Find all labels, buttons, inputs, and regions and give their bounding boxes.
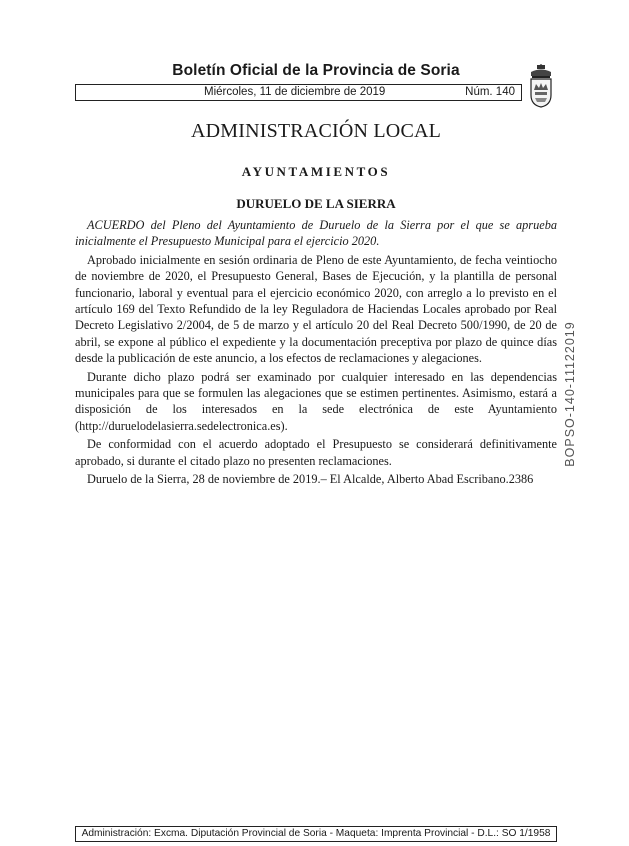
issue-date: Miércoles, 11 de diciembre de 2019 — [204, 86, 386, 98]
announcement-paragraph: De conformidad con el acuerdo adoptado el Presupuesto se considerará definitivamente aprobado, si durante el citado plazo no presenten reclamaciones. — [75, 437, 557, 468]
coat-of-arms-icon — [528, 64, 554, 108]
section-heading: ADMINISTRACIÓN LOCAL — [190, 120, 442, 142]
announcement-summary: ACUERDO del Pleno del Ayuntamiento de Duruelo de la Sierra por el que se aprueba inicialmente el Presupuesto Municipal para el ejercicio 2020. — [75, 218, 557, 249]
entity-heading: DURUELO DE LA SIERRA — [236, 196, 396, 211]
signature-text: Duruelo de la Sierra, 28 de noviembre de 2019.– El Alcalde, Alberto Abad Escribano. — [87, 472, 509, 487]
issue-number: Núm. 140 — [465, 86, 515, 98]
document-code: BOPSO-140-11122019 — [563, 321, 577, 467]
announcement-paragraph: Aprobado inicialmente en sesión ordinaria de Pleno de este Ayuntamiento, de fecha veintiocho de noviembre de 2020, el Presupuesto General, Bases de Ejecución, y la plantilla de personal funcionario, laboral y eventual para el ejercicio económico 2020, con arreglo a lo previsto en el artículo 169 del Texto Refundido de la ley Reguladora de Haciendas Locales aprobado por Real Decreto Legislativo 2/2004, de 5 de marzo y el artículo 20 del Real Decreto 500/1990, de 20 de abril, se expone al público el expediente y la documentación preceptiva por plazo de quince días desde la publicación de este anuncio, a los efectos de reclamaciones y alegaciones. — [75, 252, 557, 366]
announcement-number: 2386 — [508, 472, 534, 487]
footer-credits: Administración: Excma. Diputación Provincial de Soria - Maqueta: Imprenta Provincial - D.L.: SO 1/1958 — [75, 826, 557, 842]
announcement-paragraph: Durante dicho plazo podrá ser examinado por cualquier interesado en las dependencias municipales para que se formulen las alegaciones que se estimen pertinentes. Asimismo, estará a disposición de los interesados en la sede electrónica de este Ayuntamiento (http://duruelodelasierra.sedelectronica.es). — [75, 369, 557, 433]
announcement-body — [75, 217, 557, 490]
bulletin-title: Boletín Oficial de la Provincia de Soria — [172, 62, 460, 79]
subsection-heading: AYUNTAMIENTOS — [241, 164, 391, 179]
header-info-box — [75, 84, 522, 101]
announcement-signature — [75, 471, 557, 487]
